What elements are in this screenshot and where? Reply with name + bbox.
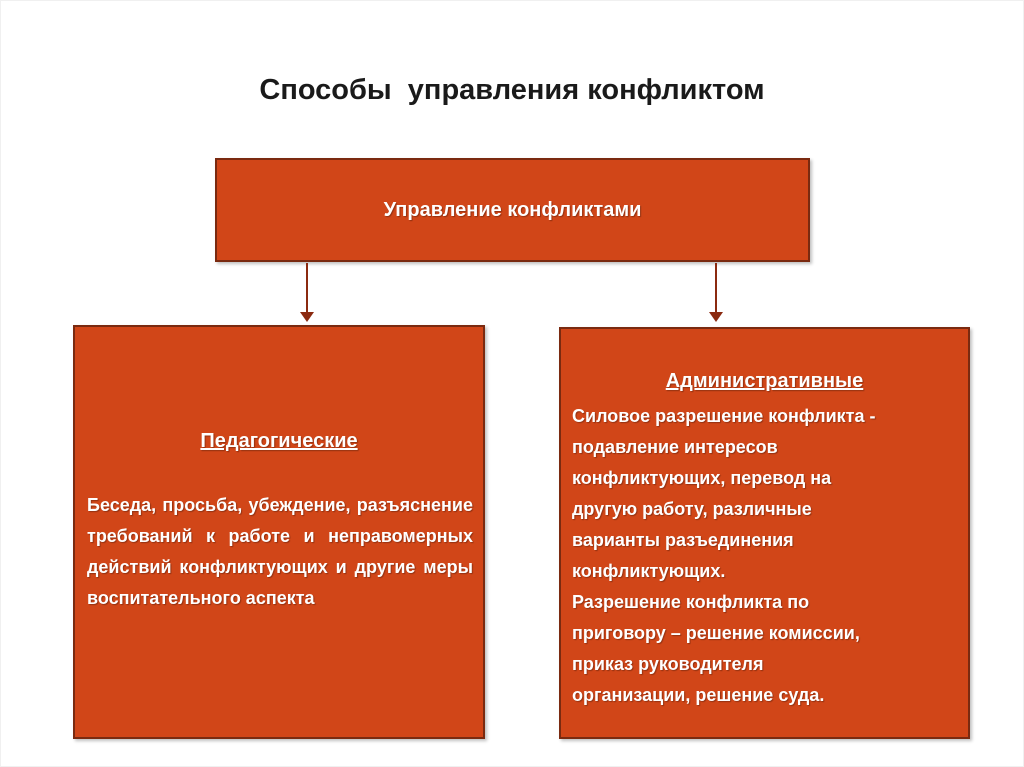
administrative-line: конфликтующих.: [572, 561, 726, 581]
administrative-line: приказ руководителя: [572, 654, 764, 674]
arrow-to-administrative: [715, 263, 717, 313]
administrative-line: другую работу, различные: [572, 499, 812, 519]
administrative-node: [559, 327, 970, 739]
administrative-line: приговору – решение комиссии,: [572, 623, 860, 643]
administrative-description: [572, 401, 958, 711]
administrative-line: варианты разъединения: [572, 530, 794, 550]
root-node-label: Управление конфликтами: [383, 198, 642, 221]
administrative-heading: Административные: [665, 370, 864, 392]
administrative-line: организации, решение суда.: [572, 685, 825, 705]
administrative-line: подавление интересов: [572, 437, 778, 457]
pedagogical-node: [73, 325, 485, 739]
administrative-line: конфликтующих, перевод на: [572, 468, 832, 488]
arrow-to-pedagogical: [306, 263, 308, 313]
pedagogical-heading: Педагогические: [200, 430, 358, 452]
slide-title: Способы управления конфликтом: [259, 74, 765, 106]
administrative-line: Разрешение конфликта по: [572, 592, 810, 612]
administrative-line: Силовое разрешение конфликта -: [572, 406, 876, 426]
root-node: [215, 158, 810, 262]
pedagogical-description: Беседа, просьба, убеждение, разъяснение требований к работе и неправомерных действий конфликтующих и другие меры воспитательного аспекта: [87, 495, 473, 608]
